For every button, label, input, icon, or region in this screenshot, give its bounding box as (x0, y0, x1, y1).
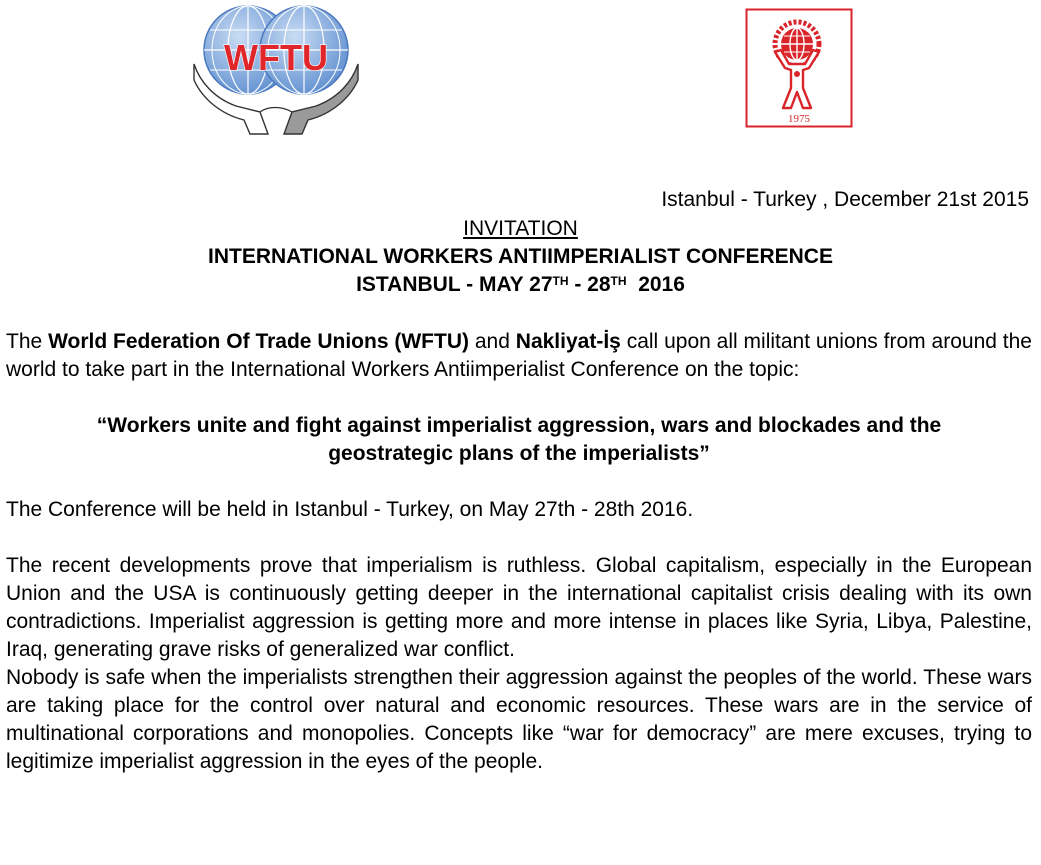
invitation-heading: INVITATION (463, 217, 578, 240)
letter-body (6, 328, 1032, 776)
conference-name: INTERNATIONAL WORKERS ANTIIMPERIALIST CONFERENCE (208, 245, 833, 268)
developments-paragraph: The recent developments prove that imperialism is ruthless. Global capitalism, especially in the European Union and the USA is continuously getting deeper in the international capitalist crisis dealing with its own contradictions. Imperialist aggression is getting more and more intense in places like Syria, Libya, Palestine, Iraq, generating grave risks of generalized war conflict. (6, 554, 1032, 661)
conference-dates: ISTANBUL - MAY 27TH - 28TH 2016 (356, 273, 685, 296)
wftu-logo (190, 2, 362, 136)
venue-paragraph: The Conference will be held in Istanbul - Turkey, on May 27th - 28th 2016. (6, 498, 694, 521)
nakliyat-logo (745, 8, 853, 128)
wftu-logo-text: WFTU (224, 37, 328, 78)
conference-slogan: “Workers unite and fight against imperialist aggression, wars and blockades and the geostrategic plans of the imperialists” (96, 414, 942, 465)
nobody-safe-paragraph: Nobody is safe when the imperialists strengthen their aggression against the peoples of the world. These wars are taking place for the control over natural and economic resources. These wars are in the service of multinational corporations and monopolies. Concepts like “war for democracy” are mere excuses, trying to legitimize imperialist aggression in the eyes of the people. (6, 666, 1032, 773)
date-line: Istanbul - Turkey , December 21st 2015 (661, 188, 1029, 211)
intro-paragraph: The World Federation Of Trade Unions (WFTU) and Nakliyat-İş call upon all militant unions from around the world to take part in the International Workers Antiimperialist Conference on the topic: (6, 330, 1032, 381)
nakliyat-year-label: 1975 (788, 113, 810, 125)
title-block (0, 215, 1041, 299)
